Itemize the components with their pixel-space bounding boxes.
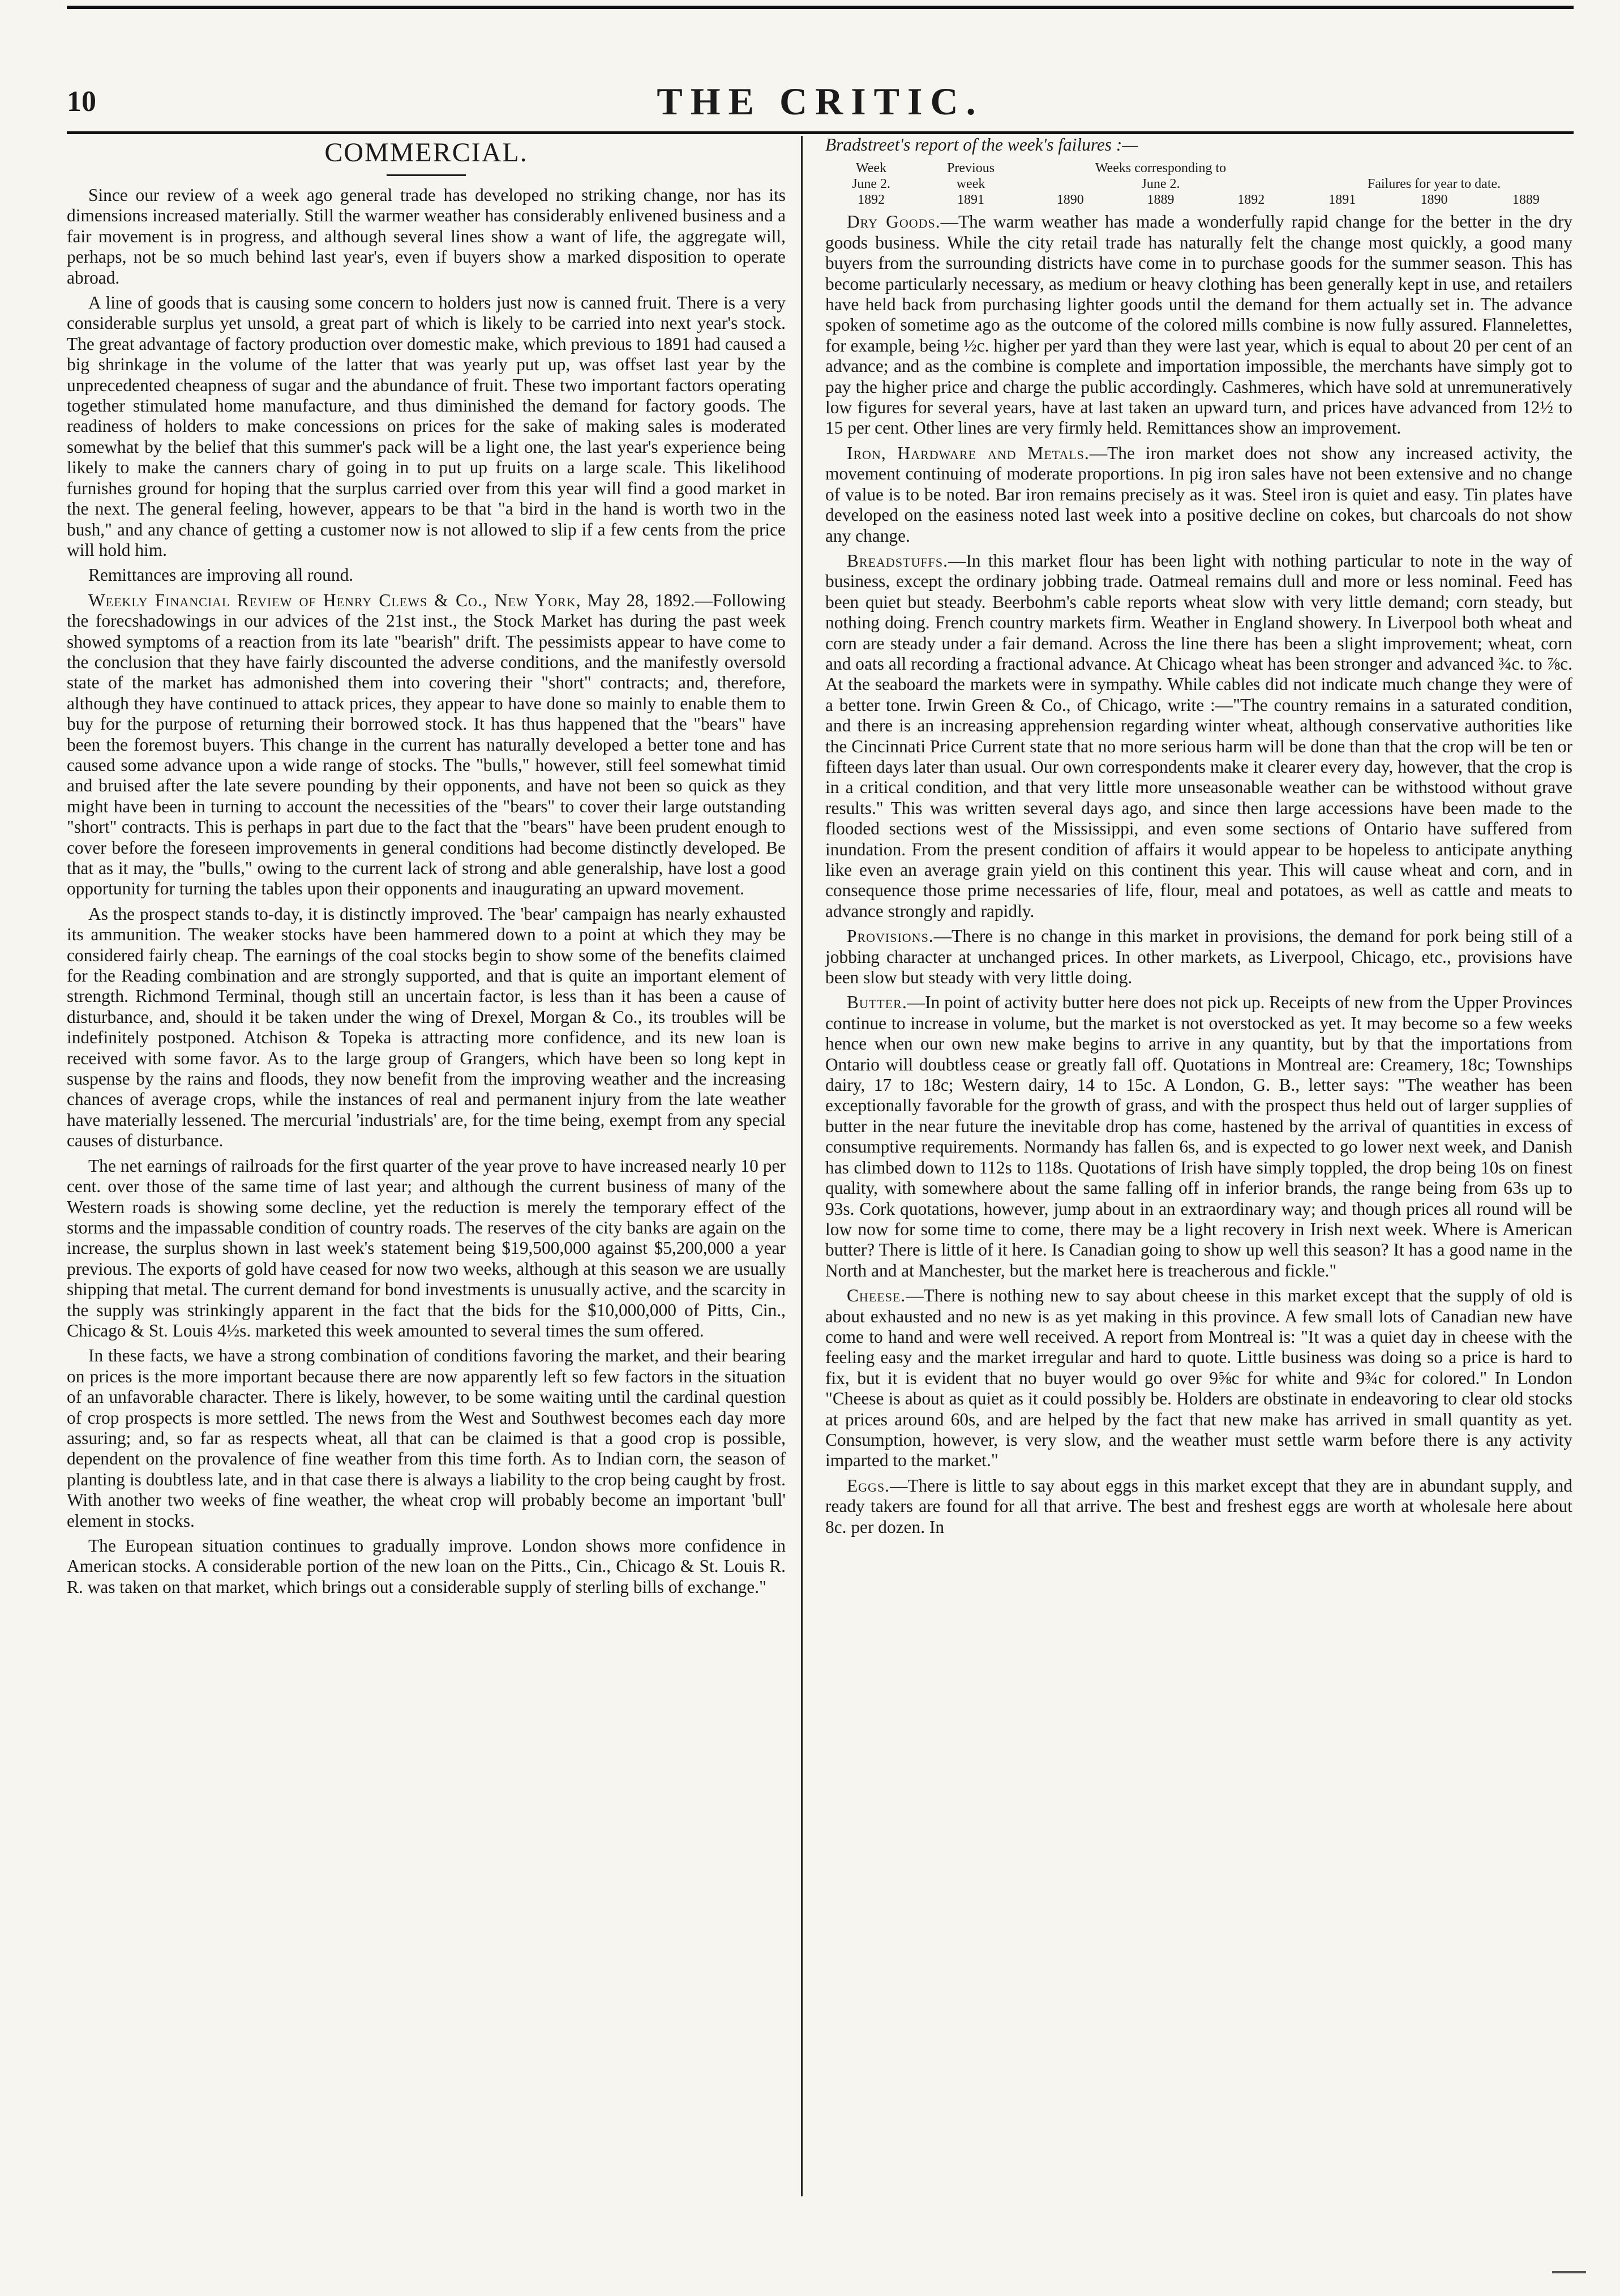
paragraph-dry-goods (825, 212, 1572, 438)
paragraph-general-trade: Since our review of a week ago general trade has developed no striking change, nor has its dimensions increased materially. Still the warmer weather has considerably enlivened business and a fair movement is in progress, and although several lines show a want of life, the aggregate will, perhaps, not be so much behind last year's, even if buyers show a marked disposition to operate abroad. (67, 185, 786, 288)
table-header-cell: Previous (947, 161, 995, 176)
table-year-cell: 1890 (1056, 192, 1084, 208)
running-head (67, 80, 1574, 130)
cheese-text: —There is nothing new to say about cheese in this market except that the supply of old is about exhausted and no new is as yet making in this province. A few small lots of Canadian new have come to hand and were well received. A report from Montreal is: "It was a quiet day in cheese with the feeling easy and the market irregular and hard to quote. Little business was doing so a price is hard to fix, but it is evident that no buyer would go over 9⅝c for white and 9¾c for colored." In London "Cheese is about as quiet as it could possibly be. Holders are obstinate in endeavoring to clear old stocks at prices around 60s, and are helped by the fact that new make has arrived in small quantity as yet. Consumption, however, is very slow, and the weather must settle warm before there is any activity imparted to the market." (825, 1286, 1572, 1471)
failures-years-row (826, 192, 1571, 207)
table-header-cell (1297, 161, 1571, 175)
eggs-text: —There is little to say about eggs in this market except that they are in abundant supply, and ready takers are found for all that arrive. The best and freshest eggs are worth at wholesale here about 8c. per dozen. In (825, 1475, 1572, 1537)
paragraph-financial-review (67, 590, 786, 899)
paragraph-railroads: The net earnings of railroads for the first quarter of the year prove to have increased nearly 10 per cent. over those of the same time of last year; and although the current business of many of the Western roads is showing some decline, yet the reduction is merely the temporary effect of the storms and the impassable condition of country roads. The reserves of the city banks are again on the increase, the surplus shown in last week's statement being $19,500,000 against $5,200,000 a year previous. The exports of gold have ceased for now two weeks, although at this season we are usually shipping that metal. The current demand for bond investments is unusually active, and the scarcity in the supply was strinkingly apparent in the fact that the bids for the $10,000,000 of Pitts, Cin., Chicago & St. Louis 4½s. marketed this week amounted to several times the sum offered. (67, 1155, 786, 1340)
dry-goods-text: —The warm weather has made a wonderfully rapid change for the better in the dry goods business. While the city retail trade has naturally felt the change most quickly, a good many buyers from the surrounding districts have come in to purchase goods for the summer season. This has become particularly necessary, as medium or heavy clothing has been generally kept in use, and retailers have held back from purchasing lighter goods until the demand for them actually set in. The advance spoken of sometime ago as the outcome of the colored mills combine is now fully assured. Flannelettes, for example, being ½c. higher per yard than they were last year, which is equal to about 20 per cent of an advance; and as the combine is complete and importation impossible, the merchants have simply got to pay the higher price and charge the public accordingly. Cashmeres, which have sold at unremuneratively low figures for several years, have at last taken an upward turn, and prices have advanced from 12½ to 15 per cent. Other lines are very firmly held. Remittances show an improvement. (825, 212, 1573, 438)
table-year-cell: 1891 (957, 192, 985, 208)
breadstuffs-heading: Breadstuffs. (847, 550, 948, 571)
section-title-rule (387, 174, 466, 176)
butter-heading: Butter. (847, 992, 907, 1013)
table-year-cell: 1892 (858, 192, 885, 208)
paragraph-cheese (825, 1286, 1572, 1471)
paragraph-eggs (825, 1476, 1572, 1537)
top-rule (67, 6, 1574, 9)
provisions-text: —There is no change in this market in provisions, the demand for pork being still of a jobbing character at unchanged prices. In other markets, as Liverpool, Chicago, etc., provisions have been slow but steady with very little doing. (825, 926, 1572, 988)
table-header-cell: Week (856, 161, 887, 176)
table-header-cell: June 2. (852, 177, 891, 192)
eggs-heading: Eggs. (847, 1475, 890, 1496)
paragraph-prospect: As the prospect stands to-day, it is distinctly improved. The 'bear' campaign has nearly exhausted its ammunition. The weaker stocks have been hammered down to a point at which they may be considered fairly cheap. The earnings of the coal stocks begin to show some of the benefits claimed for the Reading combination and are strongly supported, and that is quite an important element of strength. Richmond Terminal, though still an uncertain factor, is less than it has been a cause of disturbance, and, should it be taken under the wing of Drexel, Morgan & Co., its troubles will be indefinitely postponed. Atchison & Topeka is attracting more confidence, and its new loan is received with some favor. As to the large group of Grangers, which have been so long kept in suspense by the rains and floods, they now benefit from the improving weather and the increasing chances of average crops, while the instances of real and permanent injury from the late weather have materially lessened. The mercurial 'industrials' are, for the time being, exempt from any special causes of disturbance. (67, 903, 786, 1151)
table-header-cell: Weeks corresponding to (1095, 161, 1227, 176)
financial-review-text: May 28, 1892.—Following the forecshadowings in our advices of the 21st inst., the Stock Market has during the past week showed symptoms of a reaction from its late "bearish" drift. The pessimists appear to have come to the conclusion that they have fairly discounted the adverse conditions, and the manifestly oversold state of the market has admonished them into covering their "short" contracts; and, therefore, although they have continued to attack prices, they appear to have done so mainly to enable them to buy for the purpose of returning their borrowed stock. It has thus happened that the "bears" have been the foremost buyers. This change in the current has naturally developed a better tone and has caused some advance upon a wide range of stocks. The "bulls," however, still feel somewhat timid and bruised after the late severe pounding by their opponents, and have not been so quick as they might have been in turning to account the necessities of the "bears" to cover their large outstanding "short" contracts. This is perhaps in part due to the fact that the "bears" have been prudent enough to cover before the foreseen improvements in general conditions had become distinctly developed. Be that as it may, the "bulls," owing to the current lack of strong and able generalship, have lost a good opportunity for turning the tables upon their opponents and inaugurating an upward movement. (67, 590, 786, 899)
table-header-cell: week (956, 177, 985, 192)
financial-review-heading: Weekly Financial Review of Henry Clews & Co., New York, (88, 590, 581, 610)
breadstuffs-text: —In this market flour has been light with nothing particular to note in the way of business, except the ordinary jobbing trade. Oatmeal remains dull and more or less nominal. Feed has been quiet but steady. Beerbohm's cable reports wheat slow with very little demand; corn steady, but nothing doing. French country markets firm. Weather in England showery. In Liverpool both wheat and corn are steady under a fair demand. Across the line there has been a slight improvement; wheat, corn and oats all recording a fractional advance. At Chicago wheat has been stronger and advanced ¾c. to ⅞c. At the seaboard the markets were in sympathy. While cables did not indicate much change they were of a better tone. Irwin Green & Co., of Chicago, write :—"The country remains in a saturated condition, and there is an increasing apprehension regarding winter wheat, although conservative authorities like the Cincinnati Price Current state that no more serious harm will be done than that the crop will be ten or fifteen days later than usual. Our own correspondents make it clearer every day, however, that the crop is in a critical condition, and that very little more unseasonable weather can be withstood without grave results." This was written several days ago, and since then large accessions have been made to the flooded sections west of the Mississippi, and even some sections of Ontario have suffered from inundation. From the present condition of affairs it would appear to be hopeless to anticipate anything like even an average grain yield on this continent this year. This will cause wheat and corn, and in consequence those prime necessaries of life, flour, meal and potatoes, as well as cattle and meats to advance strongly and rapidly. (825, 550, 1572, 921)
iron-text: —The iron market does not show any increased activity, the movement continuing of moderate proportions. In pig iron sales have not been extensive and no change of value is to be noted. Bar iron remains precisely as it was. Steel iron is quiet and easy. Tin plates have developed on the easiness noted last week into a positive decline on cokes, but charcoals do not show any change. (825, 443, 1572, 546)
table-header-cell: June 2. (1141, 177, 1180, 192)
page-number: 10 (67, 85, 96, 118)
table-year-cell: 1891 (1328, 192, 1356, 208)
paragraph-breadstuffs (825, 551, 1572, 922)
paragraph-european: The European situation continues to gradually improve. London shows more confidence in American stocks. A considerable portion of the new loan on the Pitts., Cin., Chicago & St. Louis R. R. was taken on that market, which brings out a considerable supply of sterling bills of exchange." (67, 1536, 786, 1597)
failures-table-title: Bradstreet's report of the week's failures :— (825, 135, 1138, 155)
table-year-cell: 1889 (1147, 192, 1175, 208)
failures-table (825, 160, 1572, 208)
paragraph-remittances: Remittances are improving all round. (88, 565, 354, 585)
butter-text: —In point of activity butter here does not pick up. Receipts of new from the Upper Provinces continue to increase in volume, but the market is not overstocked as yet. It may become so a few weeks hence when our own new make begins to arrive in any quantity, but by that the importations from Ontario will doubtless cease or greatly fall off. Quotations in Montreal are: Creamery, 18c; Townships dairy, 17 to 18c; Western dairy, 14 to 15c. A London, G. B., letter says: "The weather has been exceptionally favorable for the growth of grass, and with the prospect thus held out of larger supplies of butter in the near future the inevitable drop has come, hastened by the arrival of quantities in excess of consumptive requirements. Normandy has fallen 6s, and is expected to go lower next week, and Danish has climbed down to 112s to 118s. Quotations of Irish have simply toppled, the drop being 10s on finest quality, with somewhere about the same falling off in inferior brands, the range being from 63s up to 93s. Cork quotations, however, jump about in an extraordinary way; and though prices all round will be low now for some time to come, there may be a light recovery in Irish next week. Where is American butter? There is little of it here. Is Canadian going to show up well this season? It has a good name in the North and at Manchester, but the market here is treacherous and fickle." (825, 992, 1572, 1280)
iron-heading: Iron, Hardware and Metals. (847, 443, 1090, 463)
paragraph-butter (825, 992, 1572, 1281)
left-column (67, 135, 786, 1602)
page-corner-mark (1552, 2271, 1586, 2273)
failures-header-row-2 (826, 177, 1571, 191)
dry-goods-heading: Dry Goods. (847, 212, 941, 232)
table-year-cell: 1890 (1420, 192, 1448, 208)
table-year-cell: 1892 (1237, 192, 1265, 208)
header-rule (67, 131, 1574, 134)
failures-header-row-1 (826, 161, 1571, 175)
paragraph-canned-fruit: A line of goods that is causing some concern to holders just now is canned fruit. There is a very considerable surplus yet unsold, a great part of which is likely to be carried into next year's stock. The great advantage of factory production over domestic make, which previous to 1891 had caused a big shrinkage in the volume of the latter that was yearly put up, was offset last year by the unprecedented cheapness of sugar and the abundance of fruit. These two important factors operating together stimulated home manufacture, and thus diminished the demand for factory goods. The readiness of holders to make concessions on prices for the sake of making sales is moderated somewhat by the belief that this summer's pack will be a light one, the last year's experience being likely to make the canners chary of going in to put up fruits on a large scale. This likelihood furnishes ground for hoping that the surplus carried over from this year will find a good market in the next. The general feeling, however, appears to be that "a bird in the hand is worth two in the bush," and any chance of getting a customer now is not allowed to slip if a few cents from the price will hold him. (67, 293, 786, 560)
paragraph-provisions (825, 926, 1572, 988)
column-rule (801, 136, 803, 2196)
provisions-heading: Provisions. (847, 926, 934, 946)
table-year-cell: 1889 (1512, 192, 1540, 208)
paragraph-conditions: In these facts, we have a strong combination of conditions favoring the market, and their bearing on prices is the more important because there are now apparently left so few factors in the situation of an unfavorable character. There is likely, however, to be some waiting until the cardinal question of crop prospects is more settled. The news from the West and Southwest becomes each day more assuring; and, so far as respects wheat, all that can be claimed is that a good crop is possible, dependent on the provalence of fine weather from this time forth. As to Indian corn, the season of planting is doubtless late, and in that case there is always a liability to the crop being caught by frost. With another two weeks of fine weather, the wheat crop will probably become an important 'bull' element in stocks. (67, 1346, 786, 1531)
table-header-cell: Failures for year to date. (1367, 177, 1501, 192)
publication-title: THE CRITIC. (657, 80, 984, 123)
right-column (825, 135, 1572, 1542)
section-title: COMMERCIAL. (324, 138, 528, 168)
paragraph-iron (825, 443, 1572, 546)
cheese-heading: Cheese. (847, 1286, 906, 1306)
